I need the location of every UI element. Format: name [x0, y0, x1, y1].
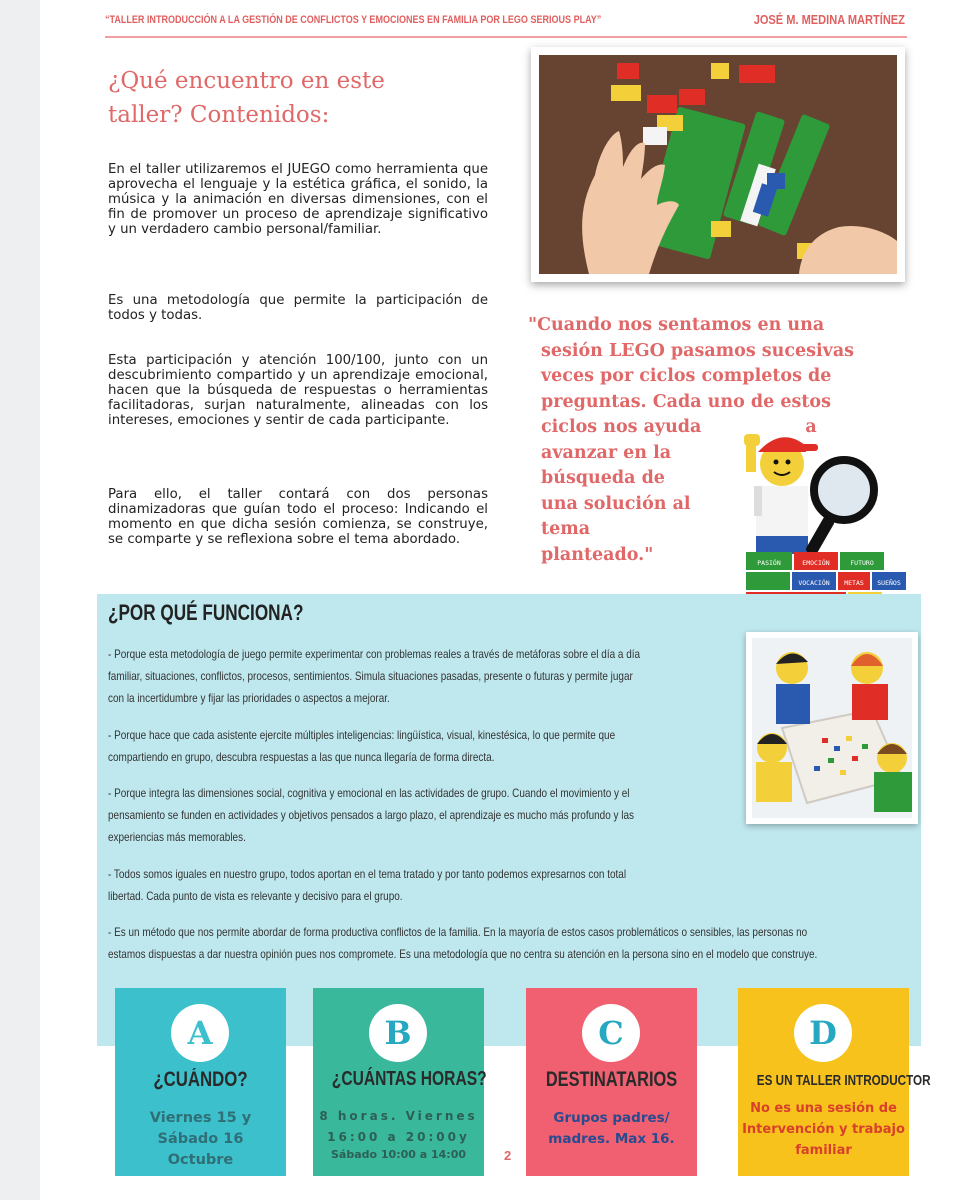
paragraph-2: Es una metodología que permite la participación de todos y todas.: [108, 293, 488, 323]
card-line: 8 horas. Viernes: [319, 1109, 478, 1123]
quote-line: ciclos nos ayuda: [541, 417, 702, 437]
card-line: madres. Max 16.: [548, 1131, 675, 1147]
bullet-1: [108, 643, 749, 709]
card-line: 16:00 a 20:00y: [327, 1130, 470, 1144]
quote-line: a: [805, 417, 817, 437]
why-it-works-title: ¿POR QUÉ FUNCIONA?: [108, 600, 304, 625]
card-letter: B: [369, 1004, 427, 1062]
card-when: [115, 988, 286, 1176]
bullet-5: [108, 921, 963, 965]
card-letter: A: [171, 1004, 229, 1062]
quote-line: sesión LEGO pasamos sucesivas: [541, 340, 855, 361]
card-line: Grupos padres/: [553, 1110, 670, 1126]
card-line: Sábado 10:00 a 14:00: [330, 1148, 466, 1161]
section-title: [108, 64, 508, 132]
card-title: ¿CUÁNDO?: [153, 1068, 248, 1091]
brick-label: VOCACIÓN: [798, 579, 830, 587]
bullet-line: compartiendo en grupo, descubra respuestas a las que nunca llegaría de forma directa.: [108, 750, 495, 764]
card-line: familiar: [795, 1143, 852, 1158]
quote-line: "Cuando nos sentamos en una: [528, 315, 825, 335]
quote-line: avanzar en la: [541, 442, 672, 463]
card-text: [313, 1106, 484, 1162]
bullet-line: libertad. Cada punto de vista es relevante y decisivo para el grupo.: [108, 889, 403, 903]
bullet-3: [108, 782, 742, 848]
card-line: No es una sesión de: [750, 1101, 897, 1116]
bullet-line: - Porque esta metodología de juego permite experimentar con problemas reales a través de metáforas sobre el día a día: [108, 647, 641, 661]
card-hours: [313, 988, 487, 1176]
lego-team-photo: [746, 632, 918, 824]
card-title: ES UN TALLER INTRODUCTOR: [756, 1072, 931, 1089]
lego-hands-photo: [531, 47, 905, 282]
lego-figure-magnifier: [742, 428, 912, 621]
card-letter: C: [582, 1004, 640, 1062]
card-title: DESTINATARIOS: [545, 1068, 678, 1091]
brick-label: PASIÓN: [757, 559, 781, 567]
card-text: [526, 1108, 697, 1150]
header-title: “TALLER INTRODUCCIÓN A LA GESTIÓN DE CONFLICTOS Y EMOCIONES EN FAMILIA POR LEGO SERIOUS PLAY”: [105, 14, 602, 26]
quote-line: preguntas. Cada uno de estos: [541, 391, 831, 412]
quote-line: planteado.": [541, 544, 654, 565]
brick-label: METAS: [844, 579, 864, 587]
section-title-line: ¿Qué encuentro en este: [108, 68, 385, 94]
brick-label: SUEÑOS: [877, 579, 901, 587]
brick-label: EMOCIÓN: [802, 559, 830, 567]
left-margin-strip: [0, 0, 40, 1200]
header-rule: [105, 36, 907, 38]
page-number: 2: [504, 1148, 512, 1163]
quote-line: veces por ciclos completos de: [541, 366, 832, 386]
card-letter: D: [794, 1004, 852, 1062]
bullet-line: - Porque hace que cada asistente ejercite múltiples inteligencias: lingüística, visual, kinestésica, lo que permite que: [108, 728, 616, 742]
card-text: [115, 1108, 286, 1171]
card-text: [738, 1098, 909, 1161]
paragraph-3: Esta participación y atención 100/100, junto con un descubrimiento compartido y un aprendizaje emocional, hacen que la búsqueda de respuestas o herramientas facilitadoras, surjan naturalmente, alineadas con los intereses, emociones y sentir de cada participante.: [108, 353, 488, 428]
paragraph-1: En el taller utilizaremos el JUEGO como herramienta que aprovecha el lenguaje y la estética gráfica, el sonido, la música y la animación en diversas dimensiones, con el fin de promover un proceso de aprendizaje significativo y un verdadero cambio personal/familiar.: [108, 162, 488, 237]
paragraph-4: Para ello, el taller contará con dos personas dinamizadoras que guían todo el proceso: Indicando el momento en que dicha sesión comienza, se construye, se comparte y se reflexiona sobre el tema abordado.: [108, 487, 488, 547]
card-line: Sábado 16: [157, 1131, 244, 1147]
page-header: [105, 8, 905, 36]
bullet-line: - Porque integra las dimensiones social, cognitiva y emocional en las actividades de grupo. Cuando el movimiento y el: [108, 786, 630, 800]
quote-line: tema: [541, 519, 591, 539]
card-line: Viernes 15 y: [149, 1110, 252, 1126]
brick-label: FUTURO: [850, 559, 874, 567]
bullet-2: [108, 724, 719, 768]
bullet-line: estamos dispuestas a dar nuestra opinión pues nos compromete. Es una metodología que no centra su atención en la persona sino en el modelo que construye.: [108, 947, 818, 961]
quote-line: una solución al: [541, 493, 691, 514]
quote-line: búsqueda de: [541, 468, 665, 488]
bullet-4: [108, 863, 732, 907]
bullet-line: con la incertidumbre y fijar las prioridades o aspectos a mejorar.: [108, 691, 390, 705]
bullet-line: pensamiento se funden en actividades y objetivos pensados a largo plazo, el aprendizaje es mucho más profundo y las: [108, 808, 634, 822]
card-line: Octubre: [167, 1152, 234, 1168]
header-author: JOSÉ M. MEDINA MARTÍNEZ: [753, 12, 905, 27]
card-line: Intervención y trabajo: [742, 1122, 905, 1137]
card-introductory: [738, 988, 931, 1176]
bullet-line: familiar, situaciones, conflictos, procesos, sentimientos. Simula situaciones pasadas, presente o futuras y permite jugar: [108, 669, 633, 683]
card-title: ¿CUÁNTAS HORAS?: [331, 1068, 487, 1090]
card-audience: [526, 988, 697, 1176]
bullet-line: - Es un método que nos permite abordar de forma productiva conflictos de la familia. En la mayoría de estos casos problemáticos o sensibles, las personas no: [108, 925, 808, 939]
section-title-line: taller? Contenidos:: [108, 102, 330, 128]
bullet-line: experiencias más memorables.: [108, 830, 246, 844]
bullet-line: - Todos somos iguales en nuestro grupo, todos aportan en el tema tratado y por tanto podemos expresarnos con total: [108, 867, 627, 881]
